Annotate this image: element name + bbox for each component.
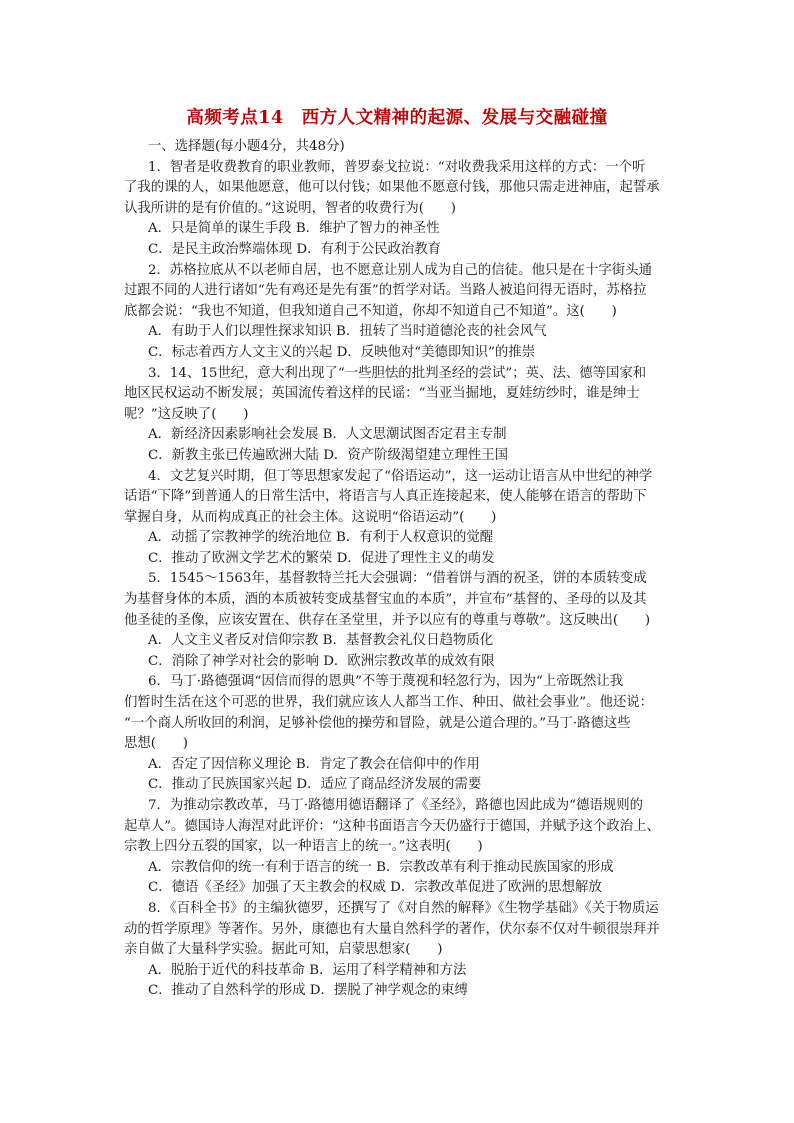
question-stem-line: 亲自做了大量科学实验。据此可知，启蒙思想家( ) xyxy=(124,942,443,958)
question-stem-line: 话语“下降”到普通人的日常生活中，将语言与人真正连接起来，使人能够在语言的帮助下 xyxy=(124,489,647,505)
question-stem-first-line: 3．14、15世纪，意大利出现了“一些胆怯的批判圣经的尝试”；英、法、德等国家和 xyxy=(148,365,647,381)
answer-options-row: C．标志着西方人文主义的兴起 D．反映他对“美德即知识”的推崇 xyxy=(148,344,536,360)
page-title: 高频考点14 西方人文精神的起源、发展与交融碰撞 xyxy=(186,108,608,128)
question-block xyxy=(124,261,680,364)
question-block xyxy=(124,672,680,796)
question-stem-first-line: 2．苏格拉底从不以老师自居，也不愿意让别人成为自己的信徒。他只是在十字街头通 xyxy=(148,262,652,278)
question-stem-first-line: 4．文艺复兴时期，但丁等思想家发起了“俗语运动”，这一运动让语言从中世纪的神学 xyxy=(148,468,653,484)
answer-options-row: C．推动了民族国家兴起 D．适应了商品经济发展的需要 xyxy=(148,777,482,793)
question-stem-line: 思想( ) xyxy=(124,736,189,752)
question-list xyxy=(124,158,680,1002)
question-block xyxy=(124,467,680,570)
answer-options-row: C．是民主政治弊端体现 D．有利于公民政治教育 xyxy=(148,241,442,257)
answer-options-row: A．有助于人们以理性探求知识 B．扭转了当时道德沦丧的社会风气 xyxy=(148,324,547,340)
question-stem-line: 地区民权运动不断发展；英国流传着这样的民谣：“当亚当掘地，夏娃纺纱时，谁是绅士 xyxy=(124,386,640,402)
question-block xyxy=(124,796,680,899)
question-block xyxy=(124,569,680,672)
question-stem-line: 了我的课的人，如果他愿意，他可以付钱；如果他不愿意付钱，那他只需走进神庙，起誓承 xyxy=(124,180,660,196)
question-stem-line: “一个商人所收回的利润，足够补偿他的操劳和冒险，就是公道合理的。”马丁·路德这些 xyxy=(124,715,631,731)
question-stem-line: 动的哲学原理》等著作。另外，康德也有大量自然科学的著作，伏尔泰不仅对牛顿很崇拜并 xyxy=(124,921,660,937)
question-stem-line: 认我所讲的是有价值的。”这说明，智者的收费行为( ) xyxy=(124,200,456,216)
answer-options-row: A．动摇了宗教神学的统治地位 B．有利于人权意识的觉醒 xyxy=(148,530,494,546)
answer-options-row: C．推动了自然科学的形成 D．摆脱了神学观念的束缚 xyxy=(148,983,468,999)
answer-options-row: A．新经济因素影响社会发展 B．人文思潮试图否定君主专制 xyxy=(148,427,507,443)
answer-options-row: A．脱胎于近代的科技革命 B．运用了科学精神和方法 xyxy=(148,962,467,978)
question-stem-first-line: 1．智者是收费教育的职业教师，普罗泰戈拉说：“对收费我采用这样的方式：一个听 xyxy=(148,159,646,175)
question-stem-line: 呢？”这反映了( ) xyxy=(124,406,249,422)
question-block xyxy=(124,899,680,1002)
question-stem-line: 底都会说：“我也不知道，但我知道自己不知道，你却不知道自己不知道”。这( ) xyxy=(124,303,617,319)
question-stem-first-line: 7．为推动宗教改革，马丁·路德用德语翻译了《圣经》，路德也因此成为“德语规则的 xyxy=(148,798,643,813)
section-heading: 一、选择题(每小题4分，共48分) xyxy=(148,139,345,154)
answer-options-row: C．新教主张已传遍欧洲大陆 D．资产阶级渴望建立理性王国 xyxy=(148,447,509,463)
answer-options-row: C．德语《圣经》加强了天主教会的权威 D．宗教改革促进了欧洲的思想解放 xyxy=(148,880,602,896)
question-stem-first-line: 8．《百科全书》的主编狄德罗，还撰写了《对自然的解释》《生物学基础》《关于物质运 xyxy=(148,900,659,916)
answer-options-row: A．只是简单的谋生手段 B．维护了智力的神圣性 xyxy=(148,221,440,237)
question-stem-line: 掌握自身，从而构成真正的社会主体。这说明“俗语运动”( ) xyxy=(124,509,497,525)
question-stem-first-line: 5．1545～1563年，基督教特兰托大会强调：“借着饼与酒的祝圣，饼的本质转变成 xyxy=(148,571,647,587)
answer-options-row: C．推动了欧洲文学艺术的繁荣 D．促进了理性主义的萌发 xyxy=(148,550,495,566)
question-block xyxy=(124,364,680,467)
question-stem-line: 起草人”。德国诗人海涅对此评价：“这种书面语言今天仍盛行于德国，并赋予这个政治上、 xyxy=(124,818,660,834)
answer-options-row: C．消除了神学对社会的影响 D．欧洲宗教改革的成效有限 xyxy=(148,653,495,669)
question-stem-line: 为基督身体的本质，酒的本质被转变成基督宝血的本质”，并宣布“基督的、圣母的以及其 xyxy=(124,592,647,608)
question-stem-line: 他圣徒的圣像，应该安置在、供存在圣堂里，并予以应有的尊重与尊敬”。这反映出( ) xyxy=(124,612,651,628)
answer-options-row: A．人文主义者反对信仰宗教 B．基督教会礼仪日趋物质化 xyxy=(148,633,494,649)
question-content xyxy=(124,137,680,1002)
answer-options-row: A．宗教信仰的统一有利于语言的统一 B．宗教改革有利于推动民族国家的形成 xyxy=(148,859,614,875)
question-block xyxy=(124,158,680,261)
question-stem-line: 过跟不同的人进行诸如“先有鸡还是先有蛋”的哲学对话。当路人被追问得无语时，苏格拉 xyxy=(124,283,647,299)
question-stem-first-line: 6．马丁·路德强调“因信而得的恩典”不等于蔑视和轻忽行为，因为“上帝既然让我 xyxy=(148,674,624,690)
answer-options-row: A．否定了因信称义理论 B．肯定了教会在信仰中的作用 xyxy=(148,756,480,772)
question-stem-line: 宗教上四分五裂的国家，以一种语言上的统一。”这表明( ) xyxy=(124,839,483,855)
question-stem-line: 们暂时生活在这个可恶的世界，我们就应该人人都当工作、种田、做社会事业”。他还说： xyxy=(124,695,654,711)
